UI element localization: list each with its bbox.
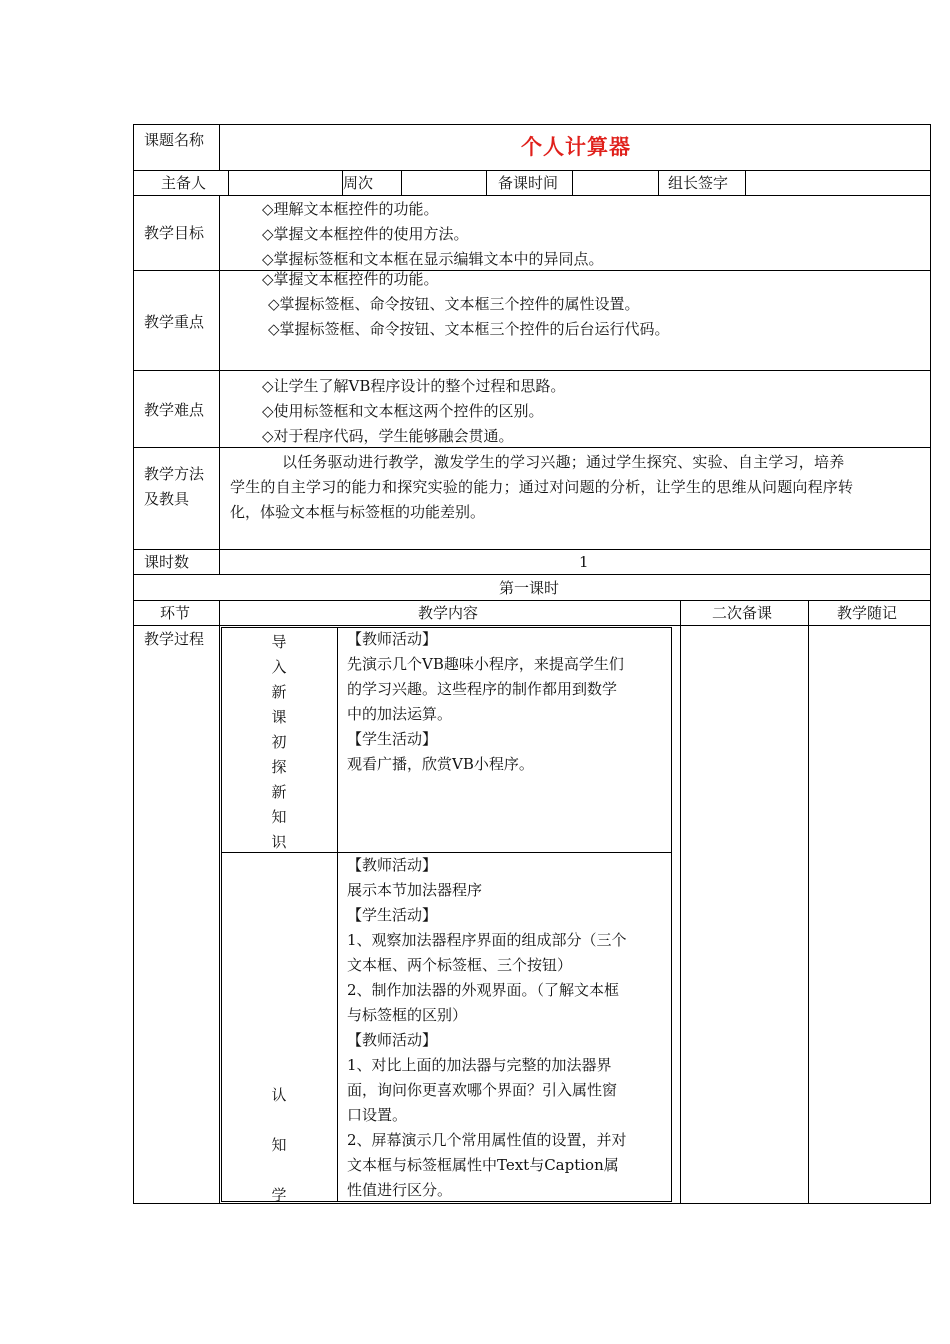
- difficulty-item: ◇让学生了解VB程序设计的整个过程和思路。: [262, 377, 566, 395]
- table-rule: [572, 170, 573, 196]
- difficulties-label: 教学难点: [144, 401, 205, 419]
- difficulty-item: ◇使用标签框和文本框这两个控件的区别。: [262, 402, 544, 420]
- leader-sign-label: 组长签字: [668, 174, 729, 192]
- key-point-item: ◇掌握标签框、命令按钮、文本框三个控件的后台运行代码。: [268, 320, 670, 338]
- inner-rule: [221, 627, 222, 1202]
- table-rule: [745, 170, 746, 196]
- inner-rule: [671, 627, 672, 1202]
- methods-line: 学生的自主学习的能力和探究实验的能力；通过对问题的分析，让学生的思维从问题向程序转: [230, 478, 854, 496]
- col-header-content: 教学内容: [418, 604, 479, 622]
- table-border-left: [133, 124, 134, 1204]
- content-line: 【学生活动】: [347, 906, 438, 924]
- hours-label: 课时数: [144, 553, 190, 571]
- stage-2-label: 认 知 学: [271, 1086, 287, 1204]
- lesson-heading: 第一课时: [499, 579, 560, 597]
- table-rule: [133, 625, 931, 626]
- hours-value: 1: [579, 553, 589, 571]
- table-rule: [219, 124, 220, 171]
- key-point-item: ◇掌握标签框、命令按钮、文本框三个控件的属性设置。: [268, 295, 640, 313]
- difficulties-list: [262, 374, 565, 449]
- key-point-item: ◇掌握文本框控件的功能。: [262, 270, 439, 288]
- content-line: 面，询问你更喜欢哪个界面？引入属性窗: [347, 1081, 618, 1099]
- topic-label: 课题名称: [144, 131, 205, 149]
- content-line: 展示本节加法器程序: [347, 881, 483, 899]
- col-header-stage: 环节: [160, 604, 191, 622]
- content-line: 先演示几个VB趣味小程序，来提高学生们: [347, 655, 624, 673]
- content-line: 【学生活动】: [347, 730, 438, 748]
- table-rule: [133, 124, 931, 125]
- table-rule: [658, 170, 659, 196]
- table-rule: [133, 574, 931, 575]
- preparer-label: 主备人: [161, 174, 207, 192]
- content-line: 【教师活动】: [347, 856, 438, 874]
- content-line: 的学习兴趣。这些程序的制作都用到数学: [347, 680, 618, 698]
- stage-2-content: [347, 853, 627, 1203]
- methods-label: 教学方法 及教具: [144, 465, 205, 508]
- goals-label: 教学目标: [144, 224, 205, 242]
- content-line: 中的加法运算。: [347, 705, 453, 723]
- goal-item: ◇掌握标签框和文本框在显示编辑文本中的异同点。: [262, 250, 604, 268]
- methods-line: 以任务驱动进行教学，激发学生的学习兴趣；通过学生探究、实验、自主学习，培养: [282, 453, 845, 471]
- table-rule: [680, 600, 681, 1204]
- table-rule: [133, 549, 931, 550]
- table-rule: [486, 170, 487, 196]
- table-rule: [808, 600, 809, 1204]
- content-line: 观看广播，欣赏VB小程序。: [347, 755, 534, 773]
- content-line: 与标签框的区别）: [347, 1006, 468, 1024]
- col-header-notes: 教学随记: [837, 604, 898, 622]
- inner-rule: [337, 627, 338, 1202]
- content-line: 1、观察加法器程序界面的组成部分（三个: [347, 931, 627, 949]
- col-header-second-prep: 二次备课: [712, 604, 773, 622]
- topic-title: 个人计算器: [521, 134, 631, 159]
- goals-list: [262, 197, 604, 272]
- prep-time-label: 备课时间: [498, 174, 559, 192]
- content-line: 性值进行区分。: [347, 1181, 453, 1199]
- stage-1-label: 导 入 新 课 初 探 新 知 识: [271, 633, 287, 851]
- content-line: 2、制作加法器的外观界面。（了解文本框: [347, 981, 620, 999]
- content-line: 文本框、两个标签框、三个按钮）: [347, 956, 573, 974]
- goal-item: ◇理解文本框控件的功能。: [262, 200, 439, 218]
- table-rule: [219, 195, 220, 575]
- stage-1-content: [347, 627, 624, 777]
- table-border-right: [930, 124, 931, 1204]
- process-label: 教学过程: [144, 630, 205, 648]
- difficulty-item: ◇对于程序代码，学生能够融会贯通。: [262, 427, 514, 445]
- content-line: 【教师活动】: [347, 630, 438, 648]
- table-rule: [133, 1203, 931, 1204]
- methods-text: [230, 450, 853, 525]
- table-rule: [228, 170, 229, 196]
- content-line: 1、对比上面的加法器与完整的加法器界: [347, 1056, 612, 1074]
- content-line: 口设置。: [347, 1106, 408, 1124]
- content-line: 文本框与标签框属性中Text与Caption属: [347, 1156, 619, 1174]
- week-label: 周次: [343, 174, 374, 192]
- content-line: 2、屏幕演示几个常用属性值的设置，并对: [347, 1131, 627, 1149]
- table-rule: [401, 170, 402, 196]
- methods-line: 化，体验文本框与标签框的功能差别。: [230, 503, 486, 521]
- key-points-list: [262, 267, 670, 342]
- table-rule: [133, 370, 931, 371]
- goal-item: ◇掌握文本框控件的使用方法。: [262, 225, 469, 243]
- content-line: 【教师活动】: [347, 1031, 438, 1049]
- table-rule: [219, 600, 220, 1204]
- key-points-label: 教学重点: [144, 313, 205, 331]
